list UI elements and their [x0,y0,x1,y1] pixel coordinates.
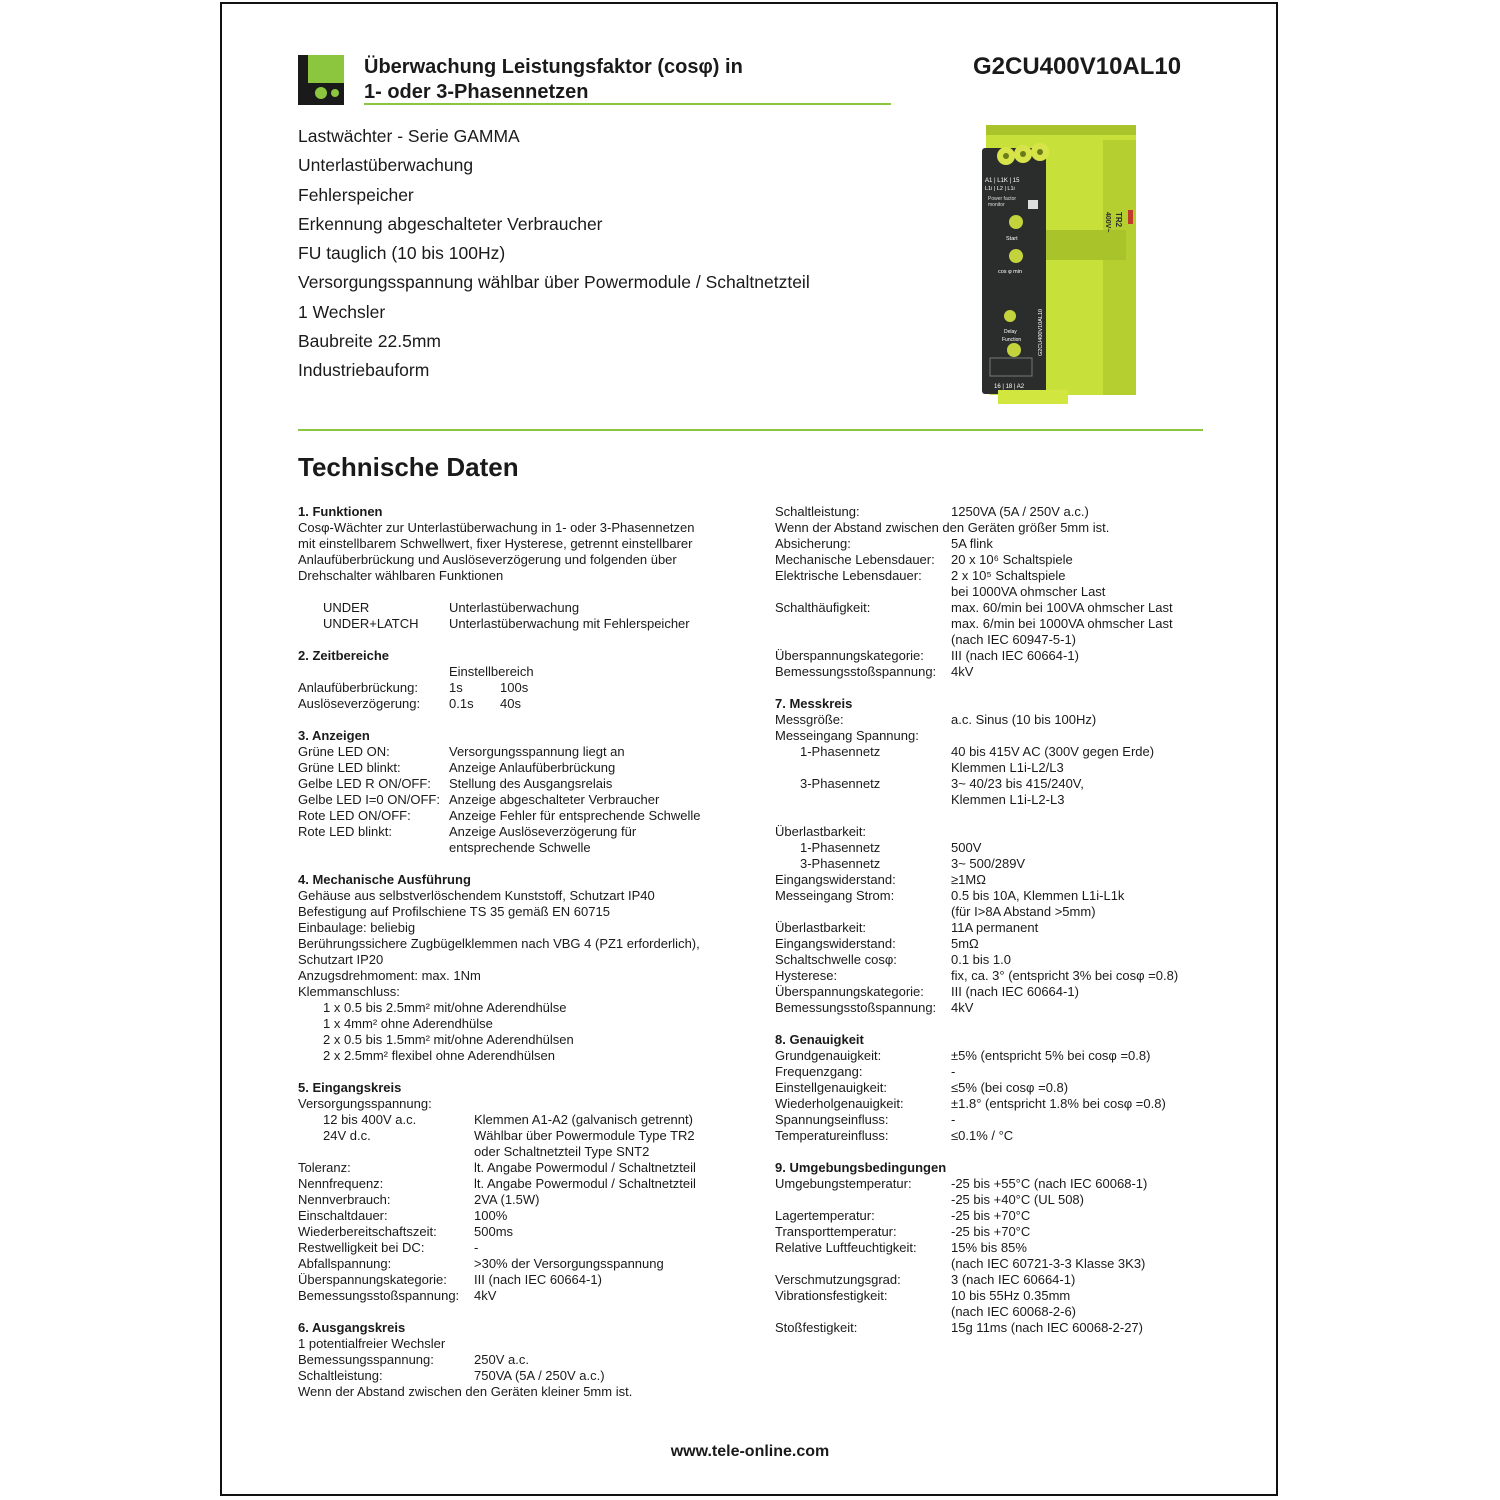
section-ausgangskreis [298,1320,738,1400]
feature-item: Fehlerspeicher [298,184,414,205]
spec-row [775,936,1205,952]
spec-label: Bemessungsstoßspannung: [775,664,937,679]
spec-label: Grundgenauigkeit: [775,1048,882,1063]
spec-value: 15g 11ms (nach IEC 60068-2-27) [951,1320,1143,1335]
spec-value: -25 bis +70°C [951,1224,1031,1239]
spec-label: Restwelligkeit bei DC: [298,1240,425,1255]
spec-row [298,808,738,824]
spec-row [775,1224,1205,1240]
text-line: Drehschalter wählbaren Funktionen [298,568,504,583]
photo-knob-delay: Delay [1004,329,1017,335]
spec-row [298,1240,738,1256]
document-title-line2: 1- oder 3-Phasennetzen [364,81,589,103]
spec-row [298,792,738,808]
spec-label: Vibrationsfestigkeit: [775,1288,888,1303]
spec-value: 5mΩ [951,936,979,951]
range-min: 1s [449,680,463,695]
spec-row [775,1192,1205,1208]
spec-row [775,1080,1205,1096]
spec-row [298,1368,738,1384]
section-genauigkeit [775,1032,1205,1144]
section-zeitbereiche [298,648,738,712]
spec-label: Eingangswiderstand: [775,936,896,951]
spec-value: 2VA (1.5W) [474,1192,540,1207]
spec-row [775,824,1205,840]
spec-label: Schaltschwelle cosφ: [775,952,897,967]
spec-value: 4kV [951,1000,974,1015]
photo-module-brand: TR2 [1114,212,1123,228]
spec-label: Messeingang Spannung: [775,728,919,743]
spec-label [775,1256,951,1272]
spec-row [775,888,1205,904]
photo-label-power: Power factor [988,196,1017,202]
spec-value: ≥1MΩ [951,872,986,887]
section-title: 5. Eingangskreis [298,1080,402,1095]
clamp-line: 2 x 0.5 bis 1.5mm² mit/ohne Aderendhülsen [323,1032,574,1047]
spec-label: Schaltleistung: [298,1368,383,1383]
spec-value: 20 x 10⁶ Schaltspiele [951,552,1073,567]
spec-row [775,840,1205,856]
spec-value: III (nach IEC 60664-1) [951,984,1079,999]
spec-value: a.c. Sinus (10 bis 100Hz) [951,712,1097,727]
spec-value: 750VA (5A / 250V a.c.) [474,1368,605,1383]
document-title-line1: Überwachung Leistungsfaktor (cosφ) in [364,56,743,78]
spec-row [775,872,1205,888]
spec-label [775,584,951,600]
feature-item: Lastwächter - Serie GAMMA [298,126,520,146]
spec-label: Überlastbarkeit: [775,920,867,935]
spec-label: Abfallspannung: [298,1256,392,1271]
spec-row [775,712,1205,728]
spec-value: 0.1 bis 1.0 [951,952,1011,967]
spec-label: Transporttemperatur: [775,1224,897,1239]
spec-label: Bemessungsspannung: [298,1352,434,1367]
section-funktionen [298,504,738,632]
spec-label: Gelbe LED I=0 ON/OFF: [298,792,440,807]
spec-label: Eingangswiderstand: [775,872,896,887]
spec-row [298,1176,738,1192]
spec-row [775,728,1205,744]
spec-row [298,776,738,792]
spec-row [775,1240,1205,1256]
spec-value: - [951,1112,956,1127]
spec-row [775,920,1205,936]
spec-label: Messeingang Strom: [775,888,895,903]
spec-value: 10 bis 55Hz 0.35mm [951,1288,1071,1303]
photo-terminals-top: A1 | L1K | 15 [985,178,1020,184]
section-title: 4. Mechanische Ausführung [298,872,471,887]
spec-row [775,664,1205,680]
spec-label [298,1144,474,1160]
text-line: Klemmanschluss: [298,984,400,999]
spec-label [775,904,951,920]
spec-value: ≤5% (bei cosφ =0.8) [951,1080,1069,1095]
spec-row [775,984,1205,1000]
spec-value: max. 60/min bei 100VA ohmscher Last [951,600,1173,615]
spec-label: Nennverbrauch: [298,1192,391,1207]
spec-label: 1-Phasennetz [800,744,881,759]
spec-value: Wählbar über Powermodule Type TR2 [474,1128,695,1143]
spec-label: Einstellgenauigkeit: [775,1080,888,1095]
text-line: Wenn der Abstand zwischen den Geräten größer 5mm ist. [775,520,1110,535]
spec-row [775,856,1205,872]
range-min: 0.1s [449,696,474,711]
document-title [364,55,743,105]
spec-label: Relative Luftfeuchtigkeit: [775,1240,917,1255]
photo-label-monitor: monitor [988,202,1005,208]
tele-logo [298,55,344,105]
spec-value: Anzeige Fehler für entsprechende Schwelle [449,808,701,823]
spec-label: 24V d.c. [323,1128,371,1143]
spec-label: Schaltleistung: [775,504,860,519]
spec-row [298,1208,738,1224]
spec-value: bei 1000VA ohmscher Last [951,584,1106,599]
spec-label: Spannungseinfluss: [775,1112,889,1127]
photo-knob-cos: cos φ min [998,269,1023,275]
spec-value: Anzeige Anlaufüberbrückung [449,760,616,775]
spec-value: 11A permanent [951,920,1039,935]
spec-value: 4kV [474,1288,497,1303]
spec-row [298,760,738,776]
text-line: Versorgungsspannung: [298,1096,432,1111]
spec-row [298,1192,738,1208]
spec-row [775,600,1205,616]
feature-item: Unterlastüberwachung [298,155,474,176]
text-line: Einbaulage: beliebig [298,920,416,935]
spec-value: 500V [951,840,982,855]
spec-value: >30% der Versorgungsspannung [474,1256,664,1271]
spec-row [775,1112,1205,1128]
range-label: Anlaufüberbrückung: [298,680,418,695]
spec-label: Elektrische Lebensdauer: [775,568,922,583]
spec-value: - [951,1064,956,1079]
spec-label: Wiederbereitschaftszeit: [298,1224,437,1239]
feature-item: FU tauglich (10 bis 100Hz) [298,243,506,264]
spec-row [775,1288,1205,1304]
spec-row [775,1320,1205,1336]
spec-label: Rote LED ON/OFF: [298,808,411,823]
spec-value: 250V a.c. [474,1352,529,1367]
text-line: Anzugsdrehmoment: max. 1Nm [298,968,481,983]
section-title: 7. Messkreis [775,696,853,711]
spec-value: lt. Angabe Powermodul / Schaltnetzteil [474,1176,696,1191]
spec-label: Temperatureinfluss: [775,1128,889,1143]
spec-value: (nach IEC 60068-2-6) [951,1304,1077,1319]
spec-label: Umgebungstemperatur: [775,1176,912,1191]
spec-row [775,1096,1205,1112]
spec-label: Lagertemperatur: [775,1208,875,1223]
spec-value: -25 bis +55°C (nach IEC 60068-1) [951,1176,1148,1191]
spec-label [775,616,951,632]
spec-label: Überlastbarkeit: [775,824,867,839]
feature-item: 1 Wechsler [298,301,386,322]
photo-side-code: G2CU400V10AL10 [1038,308,1044,356]
text-line: Gehäuse aus selbstverlöschendem Kunststoff, Schutzart IP40 [298,888,655,903]
spec-label [775,792,951,808]
feature-item: Versorgungsspannung wählbar über Powermodule / Schaltnetzteil [298,272,810,293]
text-line: Berührungssichere Zugbügelklemmen nach VBG 4 (PZ1 erforderlich), [298,936,700,951]
spec-row [775,744,1205,760]
section-anzeigen [298,728,738,856]
feature-item: Baubreite 22.5mm [298,331,441,352]
spec-value: Klemmen L1i-L2/L3 [951,760,1064,775]
spec-label: 3-Phasennetz [800,856,881,871]
spec-row [775,1000,1205,1016]
text-line: mit einstellbarem Schwellwert, fixer Hysterese, getrennt einstellbarer [298,536,693,551]
spec-row [775,952,1205,968]
section-title: 8. Genauigkeit [775,1032,864,1047]
spec-row [298,1352,738,1368]
spec-value: -25 bis +40°C (UL 508) [951,1192,1084,1207]
spec-value: 1250VA (5A / 250V a.c.) [951,504,1089,519]
section-divider [298,429,1203,431]
spec-value: ±5% (entspricht 5% bei cosφ =0.8) [951,1048,1151,1063]
spec-row [298,1224,738,1240]
spec-row [298,1112,738,1128]
spec-label: Hysterese: [775,968,838,983]
spec-row [298,840,738,856]
range-row [298,680,738,696]
function-name: UNDER+LATCH [323,616,419,631]
spec-value: 5A flink [951,536,993,551]
spec-value: 2 x 10⁵ Schaltspiele [951,568,1066,583]
photo-terminals-bottom: 16 | 18 | A2 [994,384,1025,390]
function-name: UNDER [323,600,370,615]
spec-value: entsprechende Schwelle [449,840,591,855]
spec-row [775,968,1205,984]
spec-value: -25 bis +70°C [951,1208,1031,1223]
spec-value: - [474,1240,479,1255]
function-desc: Unterlastüberwachung [449,600,580,615]
section-title: 6. Ausgangskreis [298,1320,406,1335]
section-title: 9. Umgebungsbedingungen [775,1160,947,1175]
clamp-line: 1 x 4mm² ohne Aderendhülse [323,1016,493,1031]
spec-row [775,648,1205,664]
spec-row [298,1128,738,1144]
spec-label: Einschaltdauer: [298,1208,388,1223]
text-line: 1 potentialfreier Wechsler [298,1336,446,1351]
spec-value: Stellung des Ausgangsrelais [449,776,613,791]
spec-label: Verschmutzungsgrad: [775,1272,901,1287]
text-line: Befestigung auf Profilschiene TS 35 gemäß EN 60715 [298,904,610,919]
spec-value: oder Schaltnetzteil Type SNT2 [474,1144,650,1159]
product-code: G2CU400V10AL10 [973,53,1182,80]
spec-row [298,744,738,760]
text-line: Schutzart IP20 [298,952,384,967]
clamp-line: 2 x 2.5mm² flexibel ohne Aderendhülsen [323,1048,555,1063]
title-underline [364,103,891,105]
clamp-line: 1 x 0.5 bis 2.5mm² mit/ohne Aderendhülse [323,1000,567,1015]
spec-label: Bemessungsstoßspannung: [298,1288,460,1303]
spec-label: Grüne LED ON: [298,744,390,759]
spec-row [775,568,1205,584]
spec-label: Überspannungskategorie: [775,984,924,999]
spec-row [775,1256,1205,1272]
range-row [298,696,738,712]
spec-value: Anzeige Auslöseverzögerung für [449,824,637,839]
spec-label: Absicherung: [775,536,851,551]
spec-row [775,760,1205,776]
text-line: Wenn der Abstand zwischen den Geräten kleiner 5mm ist. [298,1384,633,1399]
spec-label: 3-Phasennetz [800,776,881,791]
spec-label: Nennfrequenz: [298,1176,384,1191]
spec-value: ±1.8° (entspricht 1.8% bei cosφ =0.8) [951,1096,1166,1111]
spec-label: Stoßfestigkeit: [775,1320,858,1335]
spec-value [951,824,1205,840]
spec-value: 500ms [474,1224,514,1239]
spec-row [775,504,1205,520]
spec-label: 12 bis 400V a.c. [323,1112,417,1127]
spec-label: Gelbe LED R ON/OFF: [298,776,431,791]
spec-label: Bemessungsstoßspannung: [775,1000,937,1015]
spec-row [775,552,1205,568]
section-messkreis [775,696,1205,1016]
feature-item: Erkennung abgeschalteter Verbraucher [298,213,603,234]
function-desc: Unterlastüberwachung mit Fehlerspeicher [449,616,690,631]
spec-value: III (nach IEC 60664-1) [951,648,1079,663]
spec-value: 0.5 bis 10A, Klemmen L1i-L1k [951,888,1125,903]
spec-label: Rote LED blinkt: [298,824,392,839]
range-max: 40s [500,696,521,711]
spec-value: Anzeige abgeschalteter Verbraucher [449,792,660,807]
spec-label: Grüne LED blinkt: [298,760,401,775]
spec-label: Schalthäufigkeit: [775,600,871,615]
spec-value: lt. Angabe Powermodul / Schaltnetzteil [474,1160,696,1175]
spec-label: Wiederholgenauigkeit: [775,1096,904,1111]
spec-value: 4kV [951,664,974,679]
spec-label [775,1304,951,1320]
spec-value [951,728,1205,744]
section-title: 2. Zeitbereiche [298,648,390,663]
spec-value: III (nach IEC 60664-1) [474,1272,602,1287]
spec-value: 100% [474,1208,508,1223]
spec-label: Überspannungskategorie: [775,648,924,663]
spec-row [775,1048,1205,1064]
spec-row [775,776,1205,792]
tech-data-heading: Technische Daten [298,452,519,482]
photo-module-voltage: 400V~ [1104,212,1111,233]
spec-row [775,1272,1205,1288]
photo-knob-start: Start [1006,236,1018,242]
spec-label: Mechanische Lebensdauer: [775,552,935,567]
product-photo [978,120,1140,410]
spec-value: ≤0.1% / °C [951,1128,1014,1143]
range-subhead: Einstellbereich [449,664,534,679]
section-eingangskreis [298,1080,738,1304]
spec-value: (nach IEC 60947-5-1) [951,632,1077,647]
spec-label: 1-Phasennetz [800,840,881,855]
section-ausgangskreis-cont [775,504,1205,680]
spec-value: 3 (nach IEC 60664-1) [951,1272,1076,1287]
spec-row [775,632,1205,648]
spec-value: 15% bis 85% [951,1240,1027,1255]
spec-value: 3~ 40/23 bis 415/240V, [951,776,1084,791]
spec-value: Klemmen L1i-L2-L3 [951,792,1065,807]
section-title: 1. Funktionen [298,504,383,519]
spec-row [298,1288,738,1304]
spec-row [775,792,1205,808]
spec-label: Frequenzgang: [775,1064,863,1079]
text-line: Cosφ-Wächter zur Unterlastüberwachung in 1- oder 3-Phasennetzen [298,520,695,535]
text-line: Anlaufüberbrückung und Auslöseverzögerung und folgenden über [298,552,677,567]
spec-row [298,1272,738,1288]
spec-value: 3~ 500/289V [951,856,1026,871]
spec-label [775,632,951,648]
spec-label [775,760,951,776]
spec-value: (nach IEC 60721-3-3 Klasse 3K3) [951,1256,1146,1271]
spec-value: Versorgungsspannung liegt an [449,744,625,759]
spec-value: fix, ca. 3° (entspricht 3% bei cosφ =0.8) [951,968,1179,983]
spec-label [298,840,449,856]
spec-row [775,616,1205,632]
spec-row [775,584,1205,600]
spec-row [775,1304,1205,1320]
spec-row [775,1064,1205,1080]
range-max: 100s [500,680,529,695]
footer-url[interactable]: www.tele-online.com [670,1443,830,1460]
spec-row [775,1208,1205,1224]
spec-row [298,1144,738,1160]
spec-value: Klemmen A1-A2 (galvanisch getrennt) [474,1112,693,1127]
spec-row [775,1128,1205,1144]
section-umgebung [775,1160,1205,1336]
spec-label [775,1192,951,1208]
spec-row [298,1256,738,1272]
spec-value: (für I>8A Abstand >5mm) [951,904,1096,919]
spec-label: Toleranz: [298,1160,351,1175]
spec-row [298,824,738,840]
photo-terminals-top2: L1i | L2 | L1i [985,186,1015,192]
spec-label: Messgröße: [775,712,844,727]
tech-column-left [298,504,738,1416]
section-title: 3. Anzeigen [298,728,370,743]
spec-row [775,904,1205,920]
spec-row [298,1160,738,1176]
spec-value: max. 6/min bei 1000VA ohmscher Last [951,616,1173,631]
feature-list [298,122,810,386]
spec-row [775,536,1205,552]
spec-label: Überspannungskategorie: [298,1272,447,1287]
feature-item: Industriebauform [298,360,430,381]
photo-knob-function: Function [1002,337,1022,343]
function-row [298,616,738,632]
section-mechanik [298,872,738,1064]
range-label: Auslöseverzögerung: [298,696,421,711]
spec-row [775,1176,1205,1192]
function-row [298,600,738,616]
tech-column-right [775,504,1205,1352]
spec-value: 40 bis 415V AC (300V gegen Erde) [951,744,1155,759]
